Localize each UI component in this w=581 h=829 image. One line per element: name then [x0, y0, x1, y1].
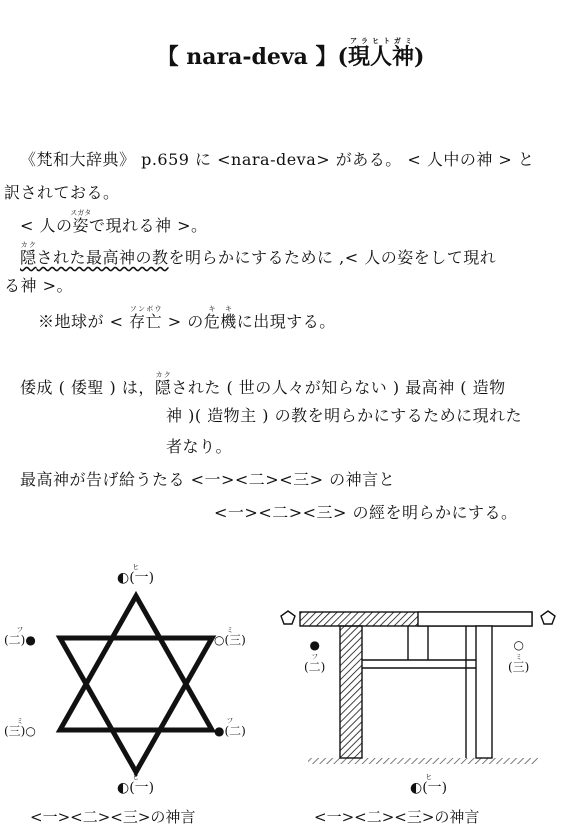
right-pillar — [476, 626, 492, 758]
page-title: 【 nara-deva 】(現人神アラヒトガミ) — [156, 36, 425, 70]
top-beam-plain — [418, 612, 532, 626]
left-pentagon-icon — [281, 611, 295, 624]
left-figure-caption: <一><二><三>の神言 — [30, 808, 196, 826]
left-pillar — [340, 626, 362, 758]
hexagram-figure — [48, 590, 224, 780]
hexagram-upper-left-label: (二)●フ — [4, 626, 36, 647]
body-line-10: 最高神が告げ給うたる <一><二><三> の神言と — [20, 470, 396, 489]
body-line-5: る神 >。 — [4, 276, 73, 295]
upward-triangle — [60, 596, 212, 730]
right-pentagon-icon — [541, 611, 555, 624]
body-line-3: < 人の姿スガタで現れる神 >。 — [20, 209, 208, 235]
body-line-11: <一><二><三> の經を明らかにする。 — [214, 503, 518, 522]
hexagram-bottom-label: ◐(一)ヒ — [117, 773, 155, 796]
hexagram-top-label: ◐(一)ヒ — [117, 563, 155, 586]
hexagram-lower-left-label: (三)○ミ — [4, 717, 36, 738]
body-line-2: 訳されておる。 — [4, 183, 120, 202]
body-line-4: 隠カクされた最高神の教を明らかにするために ,< 人の姿をして現れ — [20, 241, 497, 267]
body-line-9: 者なり。 — [166, 437, 233, 456]
body-line-8: 神 )( 造物主 ) の教を明らかにするために現れた — [166, 406, 523, 425]
structure-figure — [278, 600, 568, 775]
structure-right-label: ○ (三)ミ — [508, 638, 530, 674]
structure-bottom-label: ◐(一)ヒ — [410, 773, 448, 796]
downward-triangle — [60, 638, 212, 772]
right-figure-caption: <一><二><三>の神言 — [314, 808, 480, 826]
hexagram-upper-right-label: ○(三)ミ — [214, 626, 246, 647]
hexagram-lower-right-label: ●(二)フ — [214, 717, 246, 738]
ground — [308, 758, 538, 764]
structure-left-label: ● (二)フ — [304, 638, 326, 674]
body-line-7: 倭成 ( 倭聖 ) は，隠カクされた ( 世の人々が知らない ) 最高神 ( 造物 — [20, 371, 506, 397]
body-line-6: ※地球が < 存亡ソンボウ > の危機キキに出現する。 — [38, 305, 336, 331]
body-line-1: 《梵和大辞典》 p.659 に <nara-deva> がある。 < 人中の神 > と — [20, 150, 535, 169]
